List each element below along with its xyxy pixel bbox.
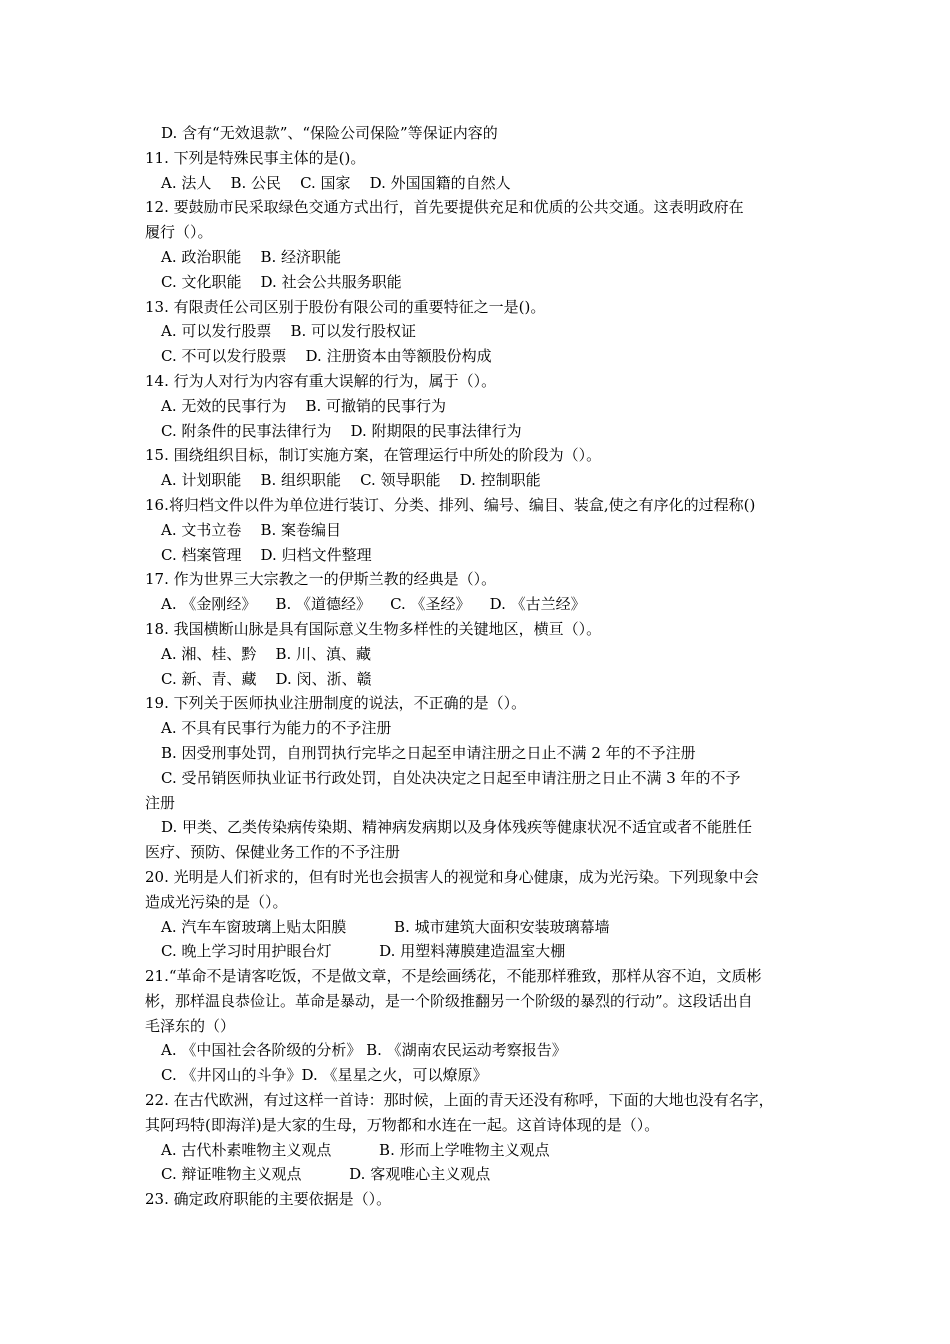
- answer-options-line: C. 《井冈山的斗争》D. 《星星之火，可以燎原》: [161, 1066, 488, 1085]
- question-text-line: 17. 作为世界三大宗教之一的伊斯兰教的经典是（）。: [145, 570, 497, 589]
- answer-options-line: C. 文化职能 D. 社会公共服务职能: [161, 272, 402, 291]
- answer-options-line: D. 含有“无效退款”、“保险公司保险”等保证内容的: [161, 124, 498, 142]
- answer-options-line: A. 政治职能 B. 经济职能: [161, 247, 342, 266]
- answer-options-line: A. 《金刚经》 B. 《道德经》 C. 《圣经》 D. 《古兰经》: [161, 595, 586, 614]
- question-text-line: 12. 要鼓励市民采取绿色交通方式出行，首先要提供充足和优质的公共交通。这表明政府在: [145, 198, 744, 217]
- question-text-line: 造成光污染的是（）。: [145, 892, 288, 911]
- answer-options-line: A. 《中国社会各阶级的分析》 B. 《湖南农民运动考察报告》: [161, 1041, 567, 1060]
- question-text-line: 20. 光明是人们祈求的，但有时光也会损害人的视觉和身心健康，成为光污染。下列现象中会: [145, 867, 759, 886]
- answer-options-line: A. 汽车车窗玻璃上贴太阳膜 B. 城市建筑大面积安装玻璃幕墙: [161, 917, 610, 936]
- question-text-line: 23. 确定政府职能的主要依据是（）。: [145, 1190, 392, 1209]
- answer-options-line: D. 甲类、乙类传染病传染期、精神病发病期以及身体残疾等健康状况不适宜或者不能胜任: [161, 818, 753, 837]
- question-text-line: 注册: [145, 793, 176, 812]
- question-text-line: 22. 在古代欧洲，有过这样一首诗：那时候，上面的青天还没有称呼，下面的大地也没有名字，: [145, 1091, 774, 1110]
- answer-options-line: A. 法人 B. 公民 C. 国家 D. 外国国籍的自然人: [161, 173, 511, 192]
- question-text-line: 其阿玛特(即海洋)是大家的生母，万物都和水连在一起。这首诗体现的是（）。: [145, 1115, 660, 1134]
- question-text-line: 19. 下列关于医师执业注册制度的说法，不正确的是（）。: [145, 694, 527, 713]
- question-text-line: 毛泽东的（）: [145, 1016, 236, 1035]
- document-page: [145, 121, 807, 1212]
- answer-options-line: C. 新、青、藏 D. 闵、浙、赣: [161, 669, 372, 688]
- question-text-line: 21.“革命不是请客吃饭，不是做文章，不是绘画绣花，不能那样雅致，那样从容不迫，文质彬: [145, 967, 762, 986]
- answer-options-line: B. 因受刑事处罚，自刑罚执行完毕之日起至申请注册之日止不满 2 年的不予注册: [161, 743, 696, 762]
- answer-options-line: A. 古代朴素唯物主义观点 B. 形而上学唯物主义观点: [161, 1140, 550, 1159]
- answer-options-line: A. 湘、桂、黔 B. 川、滇、藏: [161, 644, 372, 663]
- question-text-line: 13. 有限责任公司区别于股份有限公司的重要特征之一是()。: [145, 297, 546, 316]
- answer-options-line: C. 不可以发行股票 D. 注册资本由等额股份构成: [161, 347, 492, 366]
- answer-options-line: A. 文书立卷 B. 案卷编目: [161, 520, 342, 539]
- question-text-line: 医疗、预防、保健业务工作的不予注册: [145, 843, 401, 862]
- answer-options-line: A. 无效的民事行为 B. 可撤销的民事行为: [161, 396, 447, 415]
- question-text-line: 履行（）。: [145, 223, 213, 242]
- answer-options-line: A. 不具有民事行为能力的不予注册: [161, 719, 392, 738]
- question-text-line: 16.将归档文件以件为单位进行装订、分类、排列、编号、编目、装盒,使之有序化的过程称(): [145, 495, 756, 514]
- answer-options-line: C. 受吊销医师执业证书行政处罚，自处决决定之日起至申请注册之日止不满 3 年的不予: [161, 768, 741, 787]
- question-text-line: 18. 我国横断山脉是具有国际意义生物多样性的关键地区，横亘（）。: [145, 619, 602, 638]
- answer-options-line: C. 辩证唯物主义观点 D. 客观唯心主义观点: [161, 1165, 491, 1184]
- answer-options-line: C. 附条件的民事法律行为 D. 附期限的民事法律行为: [161, 421, 522, 440]
- question-text-line: 彬，那样温良恭俭让。革命是暴动，是一个阶级推翻另一个阶级的暴烈的行动”。这段话出自: [145, 991, 753, 1010]
- question-text-line: 11. 下列是特殊民事主体的是()。: [145, 148, 366, 167]
- answer-options-line: A. 计划职能 B. 组织职能 C. 领导职能 D. 控制职能: [161, 471, 541, 490]
- answer-options-line: C. 档案管理 D. 归档文件整理: [161, 545, 372, 564]
- question-text-line: 14. 行为人对行为内容有重大误解的行为，属于（）。: [145, 371, 497, 390]
- answer-options-line: C. 晚上学习时用护眼台灯 D. 用塑料薄膜建造温室大棚: [161, 942, 566, 961]
- answer-options-line: A. 可以发行股票 B. 可以发行股权证: [161, 322, 417, 341]
- question-text-line: 15. 围绕组织目标，制订实施方案，在管理运行中所处的阶段为（）。: [145, 446, 602, 465]
